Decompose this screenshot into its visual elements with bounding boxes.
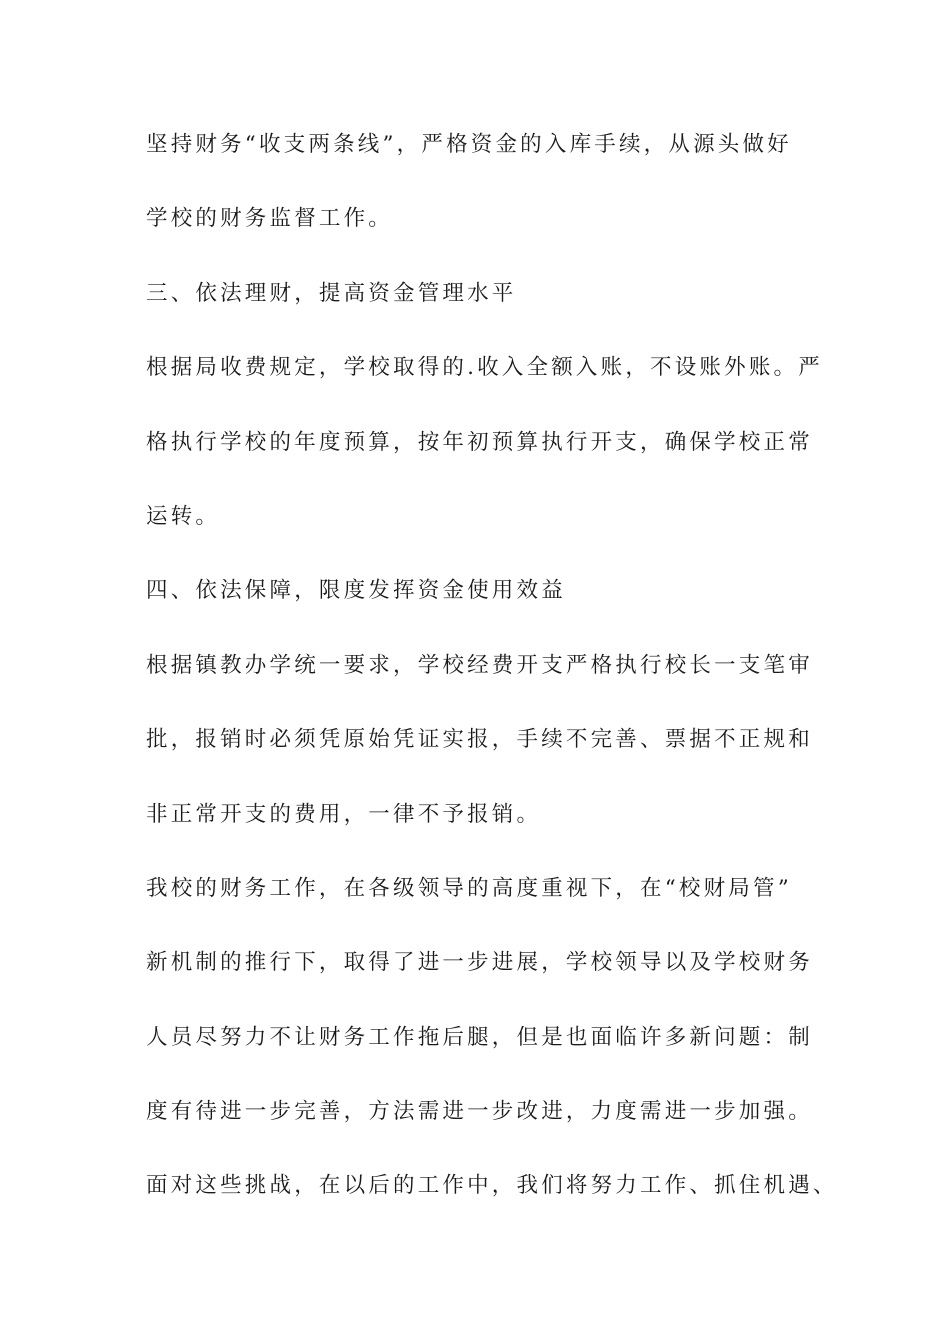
body-line: 格执行学校的年度预算，按年初预算执行开支，确保学校正常 [146, 429, 813, 455]
section-heading: 四、依法保障，限度发挥资金使用效益 [146, 578, 566, 604]
body-line: 批，报销时必须凭原始凭证实报，手续不完善、票据不正规和 [146, 727, 813, 753]
body-line: 我校的财务工作，在各级领导的高度重视下，在“校财局管” [146, 875, 792, 901]
body-line: 根据局收费规定，学校取得的.收入全额入账，不设账外账。严 [146, 355, 823, 381]
body-line: 坚持财务“收支两条线”，严格资金的入库手续，从源头做好 [146, 132, 792, 157]
body-line: 面对这些挑战，在以后的工作中，我们将努力工作、抓住机遇、 [146, 1173, 838, 1199]
document-body [146, 132, 838, 1248]
body-line: 非正常开支的费用，一律不予报销。 [146, 801, 542, 827]
body-line: 学校的财务监督工作。 [146, 206, 394, 232]
body-line: 新机制的推行下，取得了进一步进展，学校领导以及学校财务 [146, 950, 813, 976]
body-line: 度有待进一步完善，方法需进一步改进，力度需进一步加强。 [146, 1099, 813, 1125]
body-line: 根据镇教办学统一要求，学校经费开支严格执行校长一支笔审 [146, 652, 813, 678]
body-line: 人员尽努力不让财务工作拖后腿，但是也面临许多新问题：制 [146, 1024, 813, 1050]
body-line: 运转。 [146, 503, 221, 529]
section-heading: 三、依法理财，提高资金管理水平 [146, 280, 517, 306]
